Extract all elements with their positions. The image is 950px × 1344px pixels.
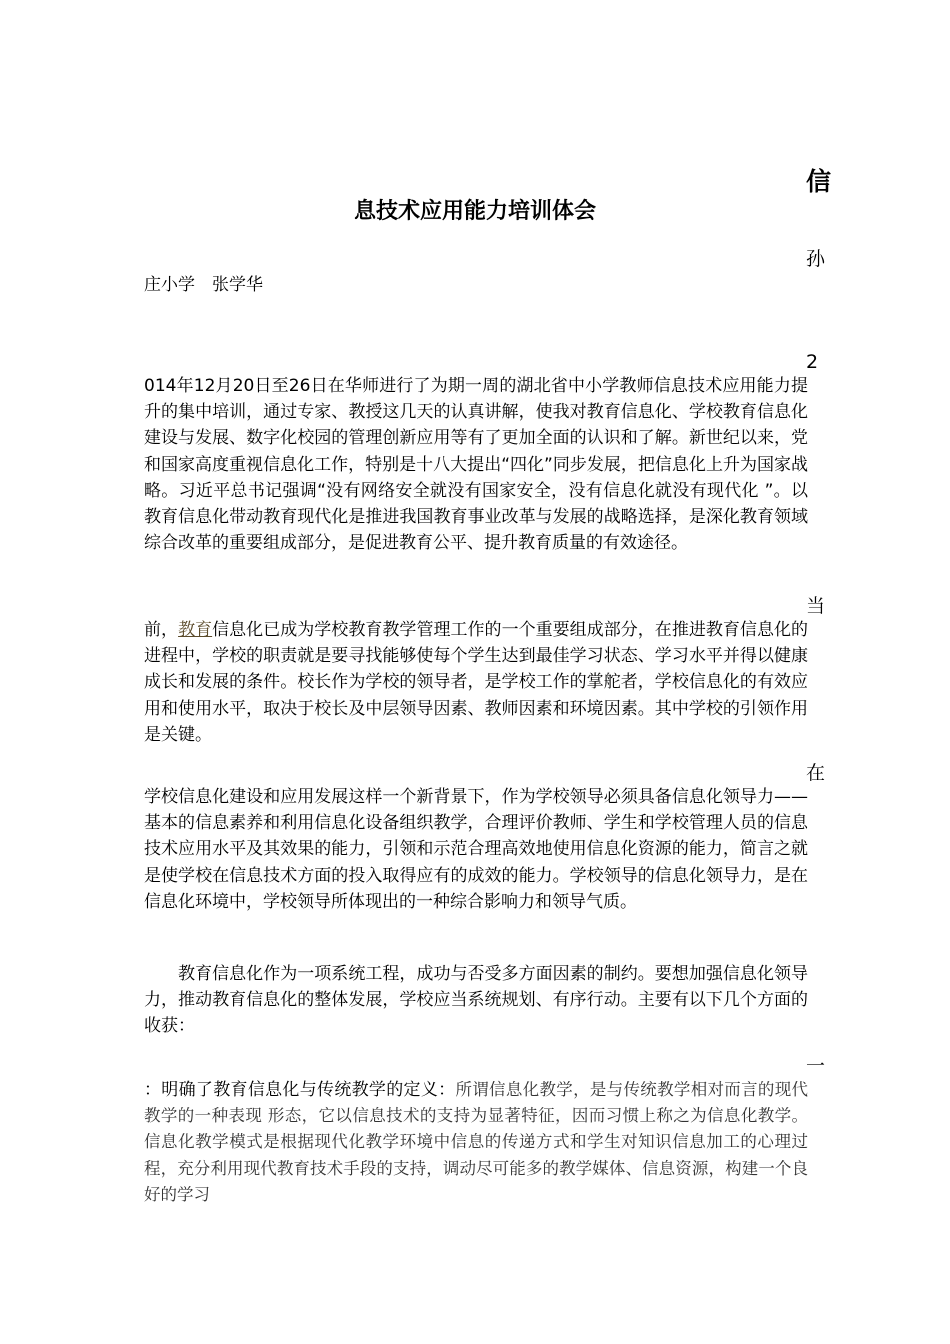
author-line: 庄小学 张学华 xyxy=(144,275,263,295)
paragraph-4: 教育信息化作为一项系统工程，成功与否受多方面因素的制约。要想加强信息化领导力，推动教育信息化的整体发展，学校应当系统规划、有序行动。主要有以下几个方面的收获： xyxy=(144,964,808,1037)
paragraph-1-hanging-char: 2 xyxy=(806,351,819,373)
paragraph-5-body: 所谓信息化教学，是与传统教学相对而言的现代教学的一种表现 形态，它以信息技术的支持为显著特征，因而习惯上称之为信息化教学。信息化教学模式是根据现代化教学环境中信息的传递方式和学生对知识信息加工的心理过程，充分利用现代教育技术手段的支持，调动尽可能多的教学媒体、信息资源，构建一个良好的学习 xyxy=(144,1080,809,1204)
paragraph-2 xyxy=(144,617,808,748)
paragraph-3: 学校信息化建设和应用发展这样一个新背景下，作为学校领导必须具备信息化领导力——基本的信息素养和利用信息化设备组织教学，合理评价教师、学生和学校管理人员的信息技术应用水平及其效果的能力，引领和示范合理高效地使用信息化资源的能力，简言之就是使学校在信息技术方面的投入取得应有的成效的能力。学校领导的信息化领导力，是在信息化环境中，学校领导所体现出的一种综合影响力和领导气质。 xyxy=(144,787,808,912)
paragraph-5-heading: ：明确了教育信息化与传统教学的定义： xyxy=(144,1080,456,1100)
paragraph-2-prefix: 前， xyxy=(144,620,179,640)
paragraph-5-hanging-char: 一 xyxy=(806,1055,826,1077)
title-first-char: 信 xyxy=(806,167,832,196)
paragraph-1: 014年12月20日至26日在华师进行了为期一周的湖北省中小学教师信息技术应用能力提升的集中培训，通过专家、教授这几天的认真讲解，使我对教育信息化、学校教育信息化建设与发展、数字化校园的管理创新应用等有了更加全面的认识和了解。新世纪以来，党和国家高度重视信息化工作，特别是十八大提出“四化”同步发展，把信息化上升为国家战略。习近平总书记强调“没有网络安全就没有国家安全，没有信息化就没有现代化 ”。以教育信息化带动教育现代化是推进我国教育事业改革与发展的战略选择，是深化教育领域综合改革的重要组成部分，是促进教育公平、提升教育质量的有效途径。 xyxy=(144,376,808,554)
paragraph-5 xyxy=(144,1077,808,1208)
author-first-char: 孙 xyxy=(806,248,826,270)
page-title: 息技术应用能力培训体会 xyxy=(353,199,596,224)
paragraph-2-body: 信息化已成为学校教育教学管理工作的一个重要组成部分，在推进教育信息化的进程中，学校的职责就是要寻找能够使每个学生达到最佳学习状态、学习水平并得以健康成长和发展的条件。校长作为学校的领导者，是学校工作的掌舵者，学校信息化的有效应用和使用水平，取决于校长及中层领导因素、教师因素和环境因素。其中学校的引领作用是关键。 xyxy=(144,620,809,745)
education-link[interactable]: 教育 xyxy=(178,620,213,640)
paragraph-2-hanging-char: 当 xyxy=(806,595,826,617)
paragraph-3-hanging-char: 在 xyxy=(806,762,826,784)
